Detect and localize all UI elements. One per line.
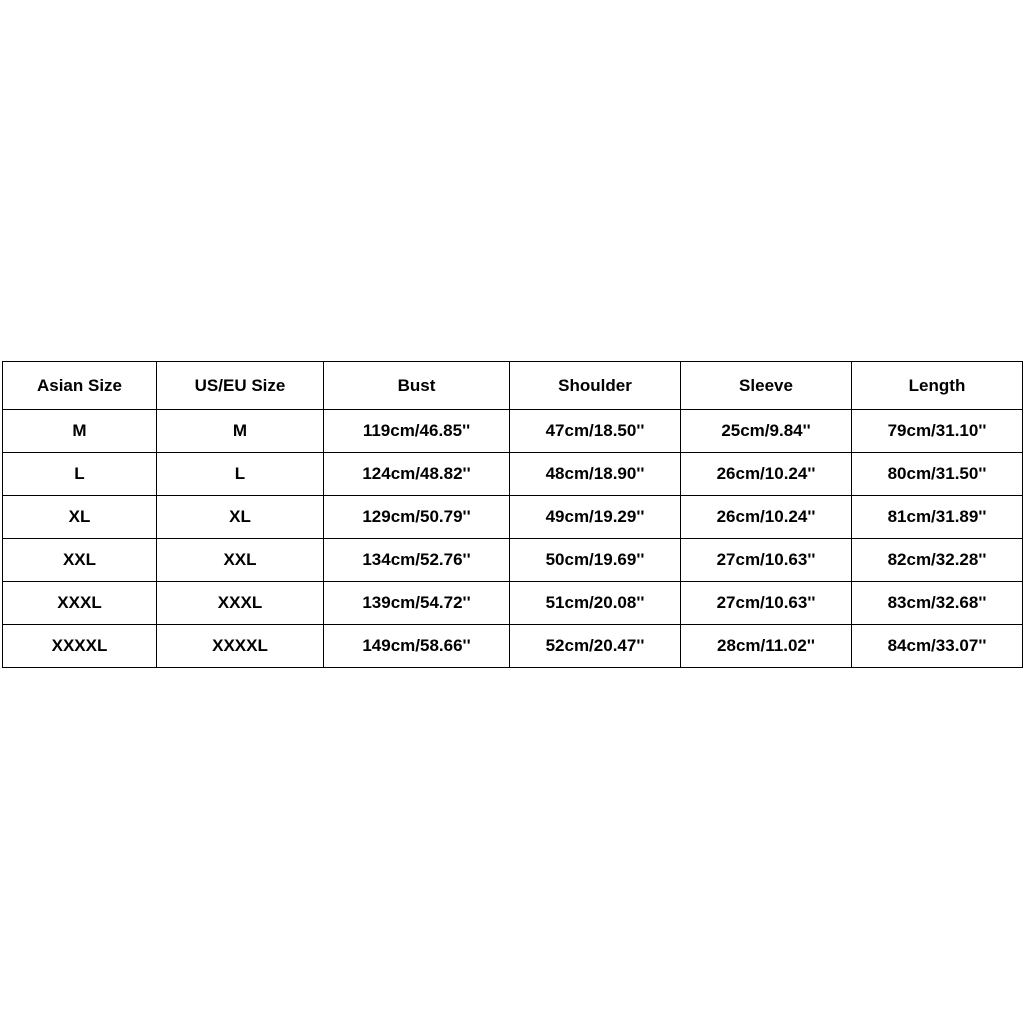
cell-shoulder: 51cm/20.08''	[510, 582, 681, 625]
cell-length: 82cm/32.28''	[852, 539, 1023, 582]
cell-shoulder: 50cm/19.69''	[510, 539, 681, 582]
cell-asian-size: XXXL	[3, 582, 157, 625]
cell-asian-size: L	[3, 453, 157, 496]
cell-asian-size: XXXXL	[3, 625, 157, 668]
cell-sleeve: 26cm/10.24''	[681, 496, 852, 539]
table-row	[3, 625, 1023, 668]
cell-sleeve: 28cm/11.02''	[681, 625, 852, 668]
cell-bust: 149cm/58.66''	[324, 625, 510, 668]
cell-us-eu-size: XL	[157, 496, 324, 539]
column-header-shoulder: Shoulder	[510, 362, 681, 410]
table-header	[3, 362, 1023, 410]
column-header-us-eu-size: US/EU Size	[157, 362, 324, 410]
table-row	[3, 539, 1023, 582]
cell-length: 81cm/31.89''	[852, 496, 1023, 539]
cell-length: 84cm/33.07''	[852, 625, 1023, 668]
cell-bust: 139cm/54.72''	[324, 582, 510, 625]
cell-shoulder: 48cm/18.90''	[510, 453, 681, 496]
cell-bust: 129cm/50.79''	[324, 496, 510, 539]
cell-sleeve: 25cm/9.84''	[681, 410, 852, 453]
table-row	[3, 453, 1023, 496]
cell-us-eu-size: M	[157, 410, 324, 453]
table-body	[3, 410, 1023, 668]
size-chart-container	[2, 361, 1022, 668]
cell-length: 83cm/32.68''	[852, 582, 1023, 625]
column-header-sleeve: Sleeve	[681, 362, 852, 410]
cell-bust: 134cm/52.76''	[324, 539, 510, 582]
column-header-length: Length	[852, 362, 1023, 410]
cell-us-eu-size: XXL	[157, 539, 324, 582]
table-row	[3, 582, 1023, 625]
table-row	[3, 410, 1023, 453]
cell-sleeve: 27cm/10.63''	[681, 582, 852, 625]
cell-length: 80cm/31.50''	[852, 453, 1023, 496]
cell-asian-size: M	[3, 410, 157, 453]
cell-asian-size: XXL	[3, 539, 157, 582]
column-header-bust: Bust	[324, 362, 510, 410]
cell-us-eu-size: XXXL	[157, 582, 324, 625]
column-header-asian-size: Asian Size	[3, 362, 157, 410]
table-header-row	[3, 362, 1023, 410]
cell-shoulder: 47cm/18.50''	[510, 410, 681, 453]
cell-sleeve: 26cm/10.24''	[681, 453, 852, 496]
cell-bust: 119cm/46.85''	[324, 410, 510, 453]
cell-us-eu-size: XXXXL	[157, 625, 324, 668]
table-row	[3, 496, 1023, 539]
cell-shoulder: 49cm/19.29''	[510, 496, 681, 539]
cell-shoulder: 52cm/20.47''	[510, 625, 681, 668]
cell-bust: 124cm/48.82''	[324, 453, 510, 496]
size-chart-table	[2, 361, 1023, 668]
cell-sleeve: 27cm/10.63''	[681, 539, 852, 582]
cell-us-eu-size: L	[157, 453, 324, 496]
cell-length: 79cm/31.10''	[852, 410, 1023, 453]
cell-asian-size: XL	[3, 496, 157, 539]
